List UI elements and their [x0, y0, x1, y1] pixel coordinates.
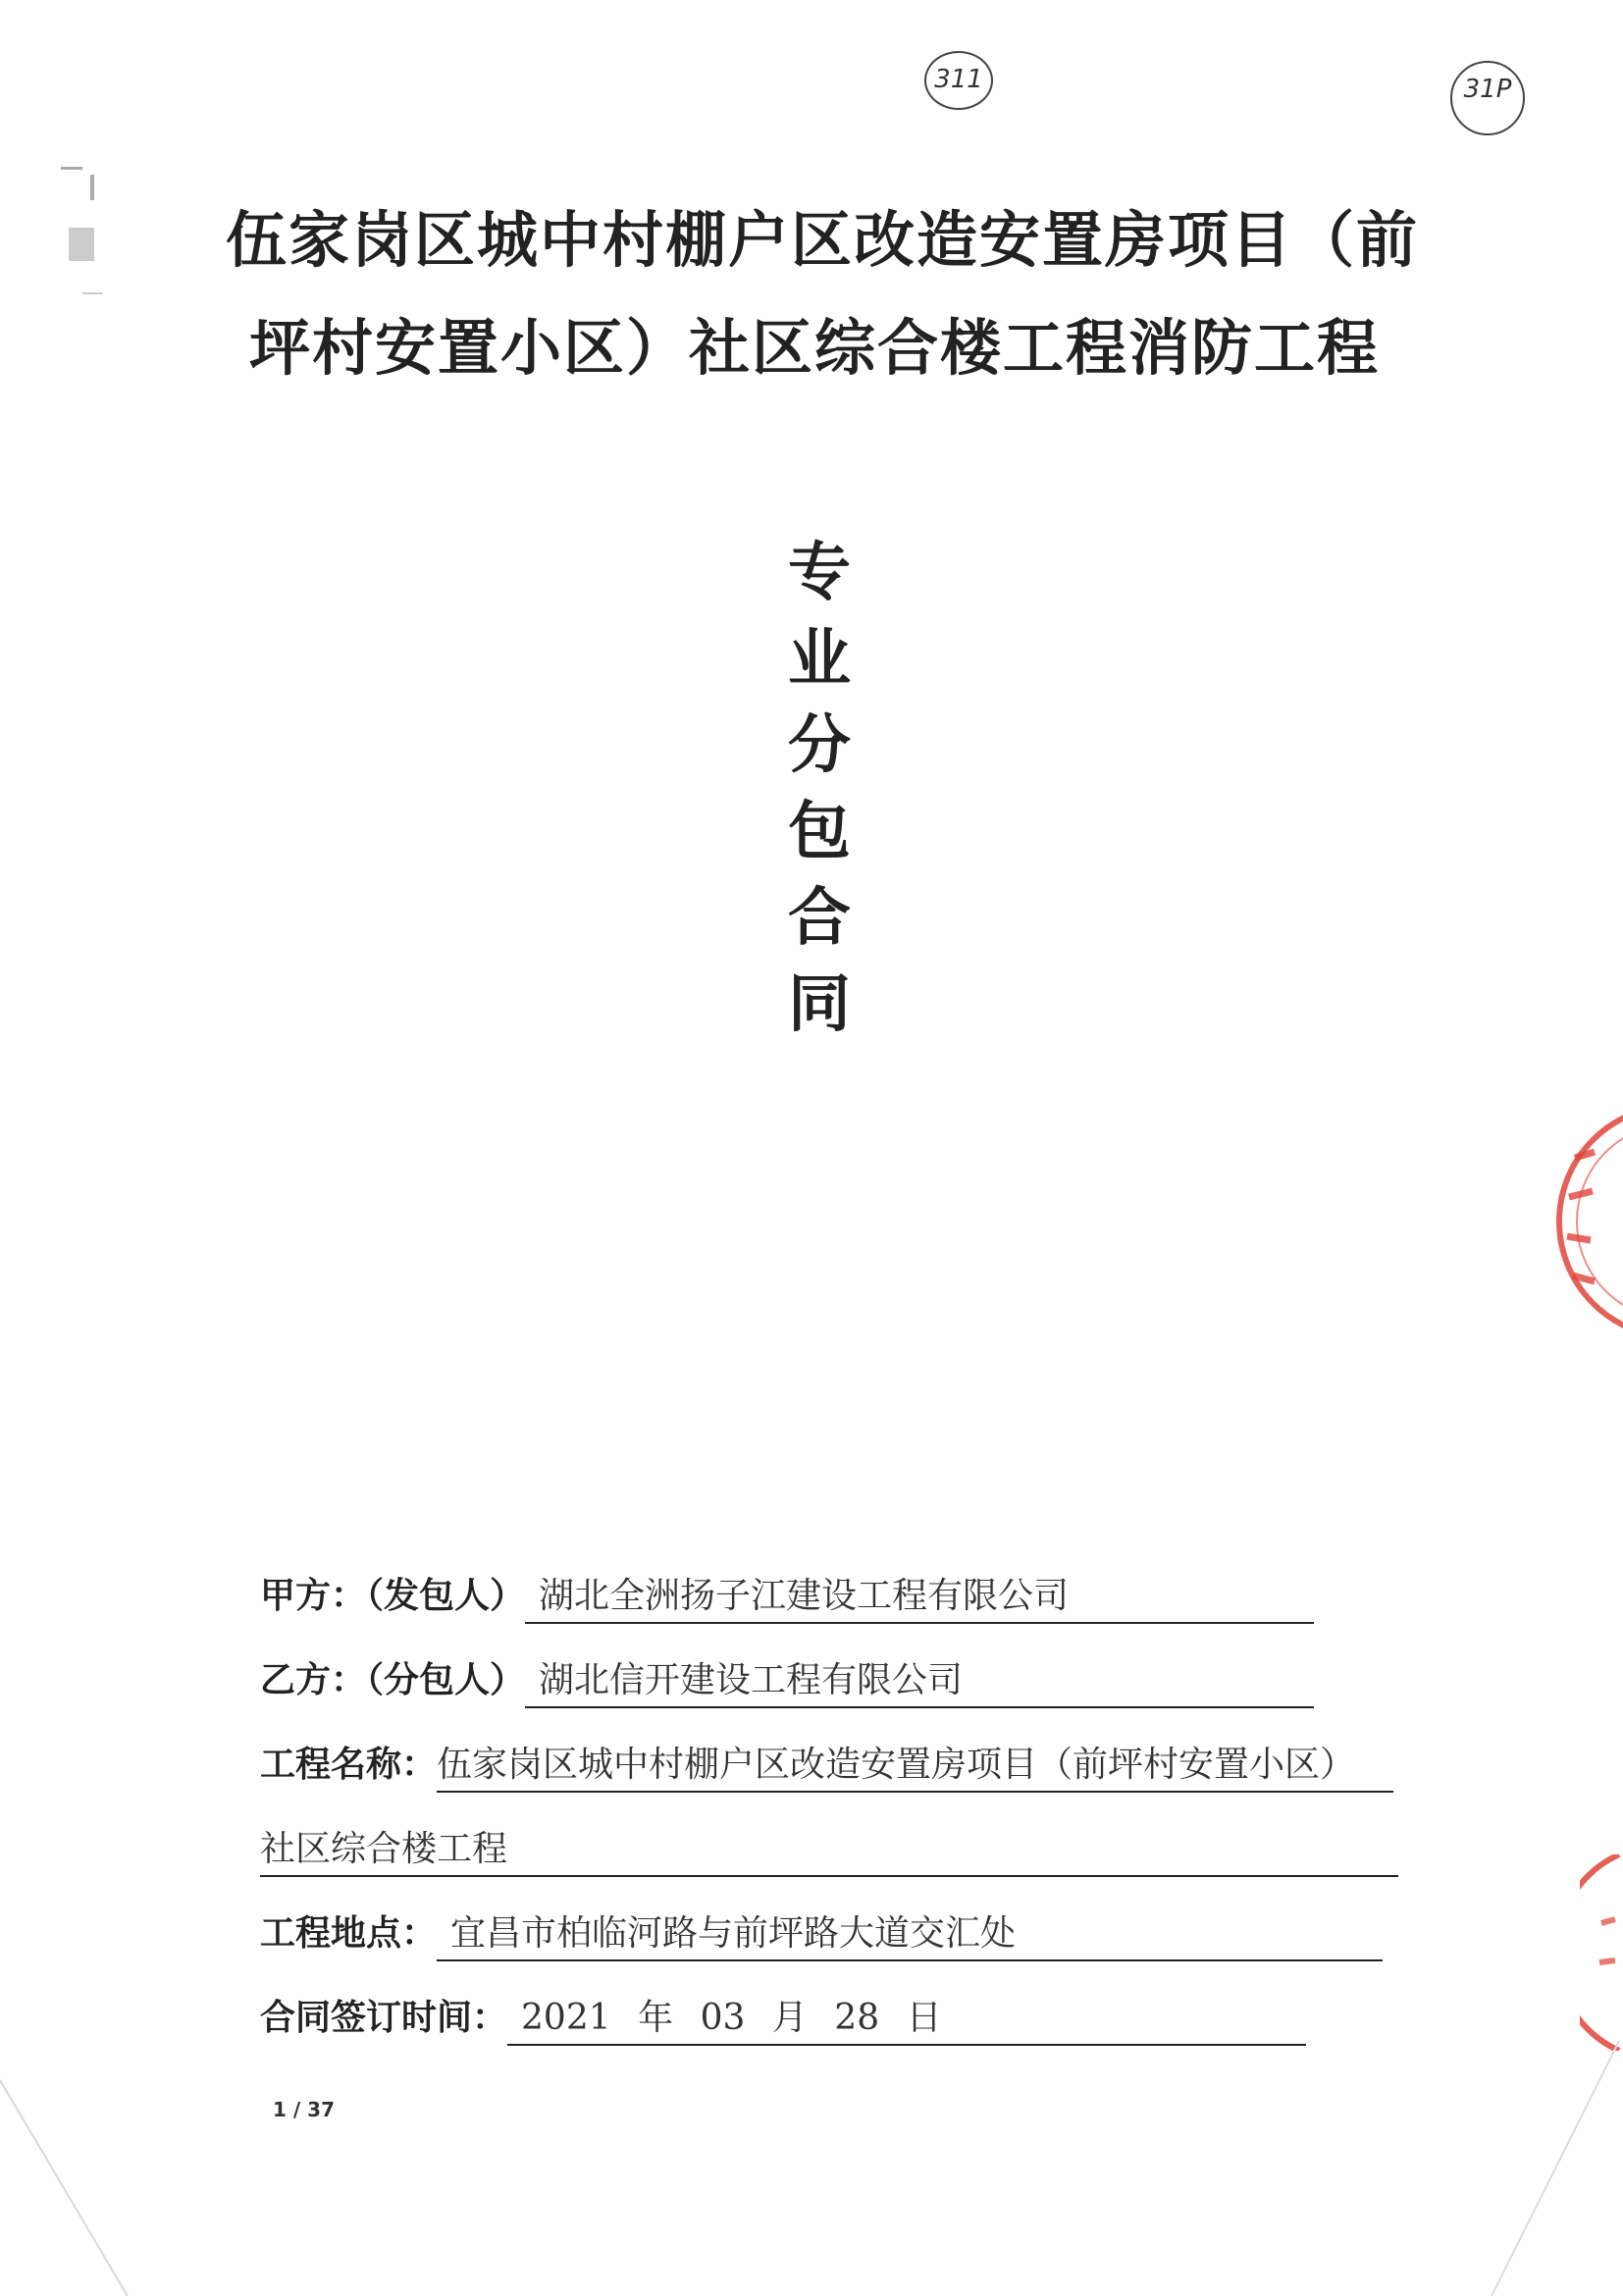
document-title: [226, 186, 1420, 402]
party-a-label: 甲方：（发包人）: [260, 1576, 526, 1616]
document-type-vertical: [785, 530, 854, 1048]
signing-year-unit: 年: [638, 1998, 674, 2038]
handwritten-mark-311: [924, 51, 993, 110]
signing-month: 03: [700, 1998, 746, 2038]
party-b-value: 湖北信开建设工程有限公司: [525, 1652, 1314, 1708]
title-line-2: 坪村安置小区）社区综合楼工程消防工程: [248, 312, 1380, 384]
scan-speck: [90, 175, 94, 200]
scan-speck: [82, 292, 102, 294]
party-b-label: 乙方：（分包人）: [260, 1660, 526, 1700]
project-name-row: [260, 1734, 1393, 1793]
handwritten-mark-31p: [1450, 61, 1525, 135]
project-location-label: 工程地点：: [260, 1913, 438, 1954]
scan-speck: [69, 228, 94, 261]
project-location-row: [260, 1903, 1383, 1961]
party-b-row: [260, 1649, 1314, 1708]
party-a-value: 湖北全洲扬子江建设工程有限公司: [525, 1568, 1314, 1624]
project-name-label: 工程名称：: [260, 1745, 438, 1785]
signing-year: 2021: [521, 1998, 611, 2038]
handwritten-text: 311: [934, 65, 983, 94]
handwritten-text: 31P: [1463, 75, 1512, 104]
signing-date-row: [260, 1987, 1306, 2046]
page-number: 1 / 37: [273, 2098, 335, 2121]
project-name-value-2: 社区综合楼工程: [260, 1821, 1398, 1877]
project-location-value: 宜昌市柏临河路与前坪路大道交汇处: [437, 1905, 1383, 1961]
project-name-value: 伍家岗区城中村棚户区改造安置房项目（前坪村安置小区）: [437, 1737, 1393, 1793]
document-type-char: 同: [788, 967, 851, 1041]
document-type-char: 分: [788, 708, 851, 782]
signing-day: 28: [834, 1998, 880, 2038]
signing-date-label: 合同签订时间：: [260, 1998, 508, 2038]
document-type-char: 包: [788, 795, 851, 868]
document-type-char: 合: [788, 881, 851, 955]
signing-day-unit: 日: [906, 1998, 942, 2038]
signing-month-unit: 月: [771, 1998, 808, 2038]
document-type-char: 专: [788, 536, 851, 609]
page-fold-shadow: [1472, 2041, 1623, 2296]
seal-stamp-fragment: [1580, 1854, 1623, 2051]
document-type-char: 业: [788, 622, 851, 696]
scan-speck: [61, 167, 82, 170]
title-line-1: 伍家岗区城中村棚户区改造安置房项目（前: [226, 204, 1420, 276]
party-a-row: [260, 1565, 1314, 1624]
page-fold-shadow: [0, 2061, 137, 2296]
seal-stamp-fragment: [1545, 1089, 1623, 1354]
project-name-row-2: [260, 1818, 1398, 1877]
signing-date-value: [507, 1990, 1306, 2046]
